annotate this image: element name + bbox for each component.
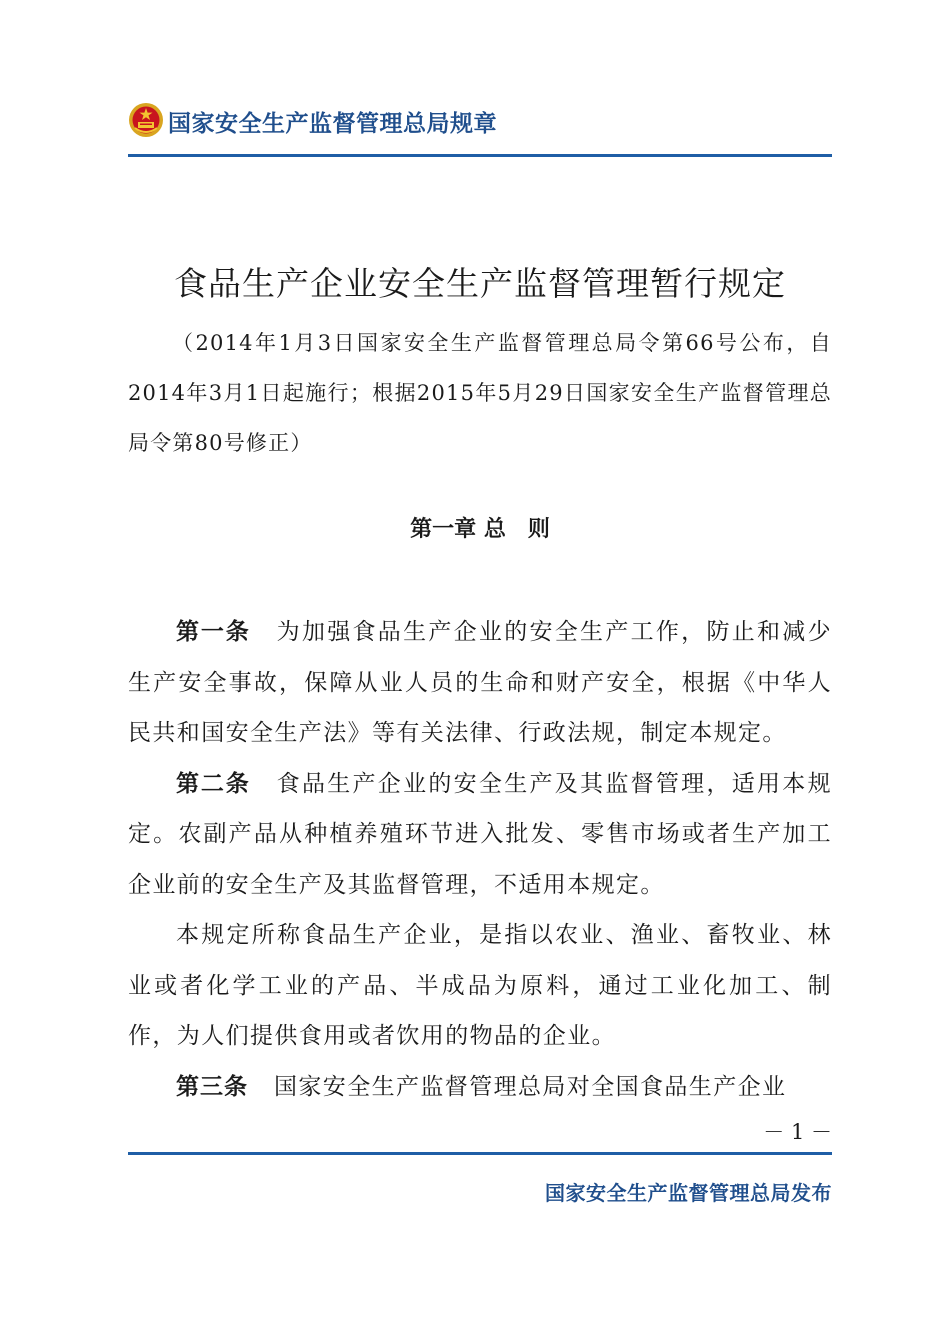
article-paragraph	[128, 1062, 832, 1113]
footer-publisher: 国家安全生产监督管理总局发布	[545, 1181, 832, 1205]
article-text: 为加强食品生产企业的安全生产工作，防止和减少生产安全事故，保障从业人员的生命和财产安全，根据《中华人民共和国安全生产法》等有关法律、行政法规，制定本规定。	[128, 619, 832, 746]
national-emblem-icon	[128, 102, 164, 138]
header-divider	[128, 154, 832, 157]
footer-divider	[128, 1152, 832, 1155]
article-paragraph	[128, 607, 832, 759]
article-paragraph	[128, 910, 832, 1062]
document-body	[128, 607, 832, 1112]
chapter-heading: 第一章 总 则	[410, 517, 550, 542]
article-number: 第一条	[176, 619, 251, 645]
publication-note-text: （2014年1月3日国家安全生产监督管理总局令第66号公布，自2014年3月1日起施行；根据2015年5月29日国家安全生产监督管理总局令第80号修正）	[128, 331, 832, 455]
page-header	[128, 102, 832, 142]
header-org-title: 国家安全生产监督管理总局规章	[168, 111, 497, 137]
article-text: 食品生产企业的安全生产及其监督管理，适用本规定。农副产品从种植养殖环节进入批发、零售市场或者生产加工企业前的安全生产及其监督管理，不适用本规定。	[128, 770, 832, 898]
page-number: － 1 －	[763, 1120, 832, 1144]
article-text: 国家安全生产监督管理总局对全国食品生产企业	[274, 1073, 787, 1100]
article-number: 第二条	[176, 770, 251, 797]
publication-note	[128, 318, 832, 468]
article-paragraph	[128, 759, 832, 911]
article-text: 本规定所称食品生产企业，是指以农业、渔业、畜牧业、林业或者化学工业的产品、半成品为原料，通过工业化加工、制作，为人们提供食用或者饮用的物品的企业。	[128, 922, 832, 1049]
article-number: 第三条	[176, 1073, 248, 1100]
document-title: 食品生产企业安全生产监督管理暂行规定	[174, 264, 786, 303]
